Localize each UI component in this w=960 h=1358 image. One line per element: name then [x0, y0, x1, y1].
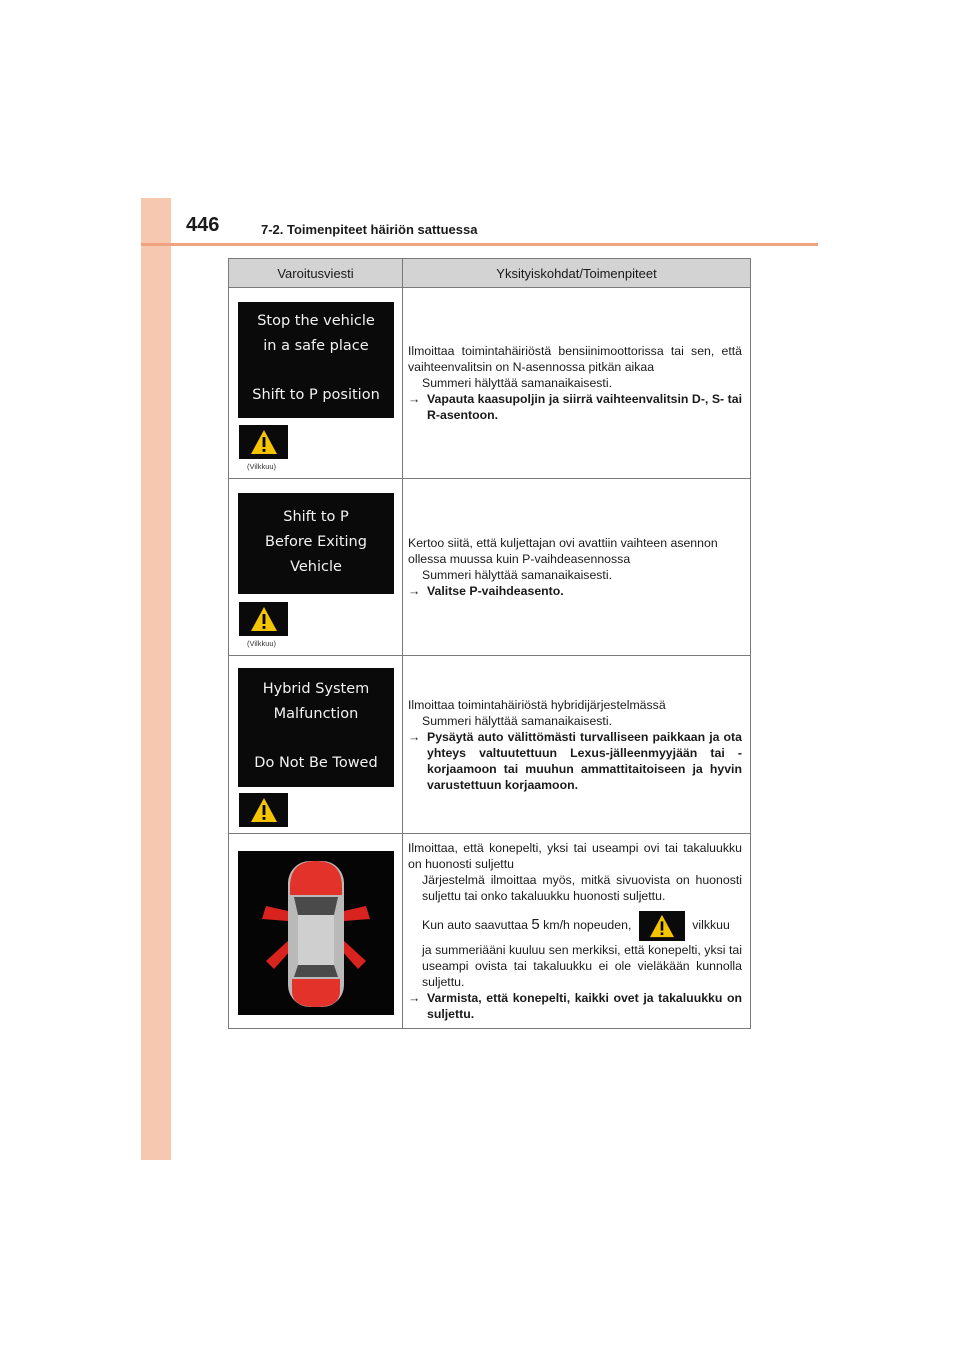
open-doors-car-icon: [238, 851, 394, 1015]
action: → Valitse P-vaihdeasento.: [408, 584, 564, 598]
header-rule: [141, 243, 818, 246]
description: Ilmoittaa toimintahäiriöstä bensiinimoottorissa tai sen, että vaihteenvalitsin on N-asennossa pitkän aikaa: [408, 344, 742, 374]
warning-message-display: Stop the vehicle in a safe place Shift to P position: [238, 302, 394, 418]
description: Kertoo siitä, että kuljettajan ovi avattiin vaihteen asennon ollessa muussa kuin P-vaihdeasennossa: [408, 536, 718, 566]
master-warning-light: [639, 911, 685, 941]
master-warning-light: [239, 425, 288, 459]
side-tab-strip: [141, 198, 171, 1160]
speed-note: Kun auto saavuttaa 5 km/h nopeuden, vilkkuu: [408, 908, 742, 942]
flash-label: (Vilkkuu): [247, 639, 277, 648]
col-header-details: Yksityiskohdat/Toimenpiteet: [403, 259, 751, 288]
description: Ilmoittaa, että konepelti, yksi tai useampi ovi tai takaluukku on huonosti suljettu: [408, 841, 742, 871]
warning-visual: [229, 479, 403, 656]
arrow-icon: →: [408, 584, 421, 598]
warning-triangle-icon: [250, 797, 278, 823]
system-note: Järjestelmä ilmoittaa myös, mitkä sivuovista on huonosti suljettu tai onko takaluukku huonosti suljettu.: [422, 873, 742, 903]
warning-triangle-icon: [250, 429, 278, 455]
flash-label: (Vilkkuu): [247, 462, 277, 471]
arrow-icon: →: [408, 991, 421, 1005]
buzzer-note: Summeri hälyttää samanaikaisesti.: [422, 713, 612, 728]
details-cell: [403, 656, 751, 834]
col-header-warning: Varoitusviesti: [229, 259, 403, 288]
arrow-icon: →: [408, 729, 421, 744]
warning-table: [228, 258, 751, 1029]
buzzer-note: Summeri hälyttää samanaikaisesti.: [422, 568, 612, 582]
table-row: [229, 656, 751, 834]
warning-triangle-icon: [649, 914, 675, 938]
warning-message-display: Hybrid System Malfunction Do Not Be Towed: [238, 668, 394, 787]
door-open-display: [238, 851, 394, 1015]
details-cell: [403, 288, 751, 479]
action: → Varmista, että konepelti, kaikki ovet ja takaluukku on suljettu.: [408, 991, 742, 1021]
warning-visual: [229, 834, 403, 1029]
details-cell: [403, 834, 751, 1029]
page-number: 446: [186, 214, 220, 236]
description: Ilmoittaa toimintahäiriöstä hybridijärjestelmässä: [408, 697, 666, 712]
section-title: 7-2. Toimenpiteet häiriön sattuessa: [261, 222, 478, 237]
warning-visual: [229, 656, 403, 834]
details-cell: [403, 479, 751, 656]
arrow-icon: →: [408, 392, 421, 406]
warning-visual: [229, 288, 403, 479]
buzzer-note: Summeri hälyttää samanaikaisesti.: [422, 376, 612, 390]
table-row: [229, 479, 751, 656]
action: → Vapauta kaasupoljin ja siirrä vaihteenvalitsin D-, S- tai R-asentoon.: [408, 392, 742, 422]
master-warning-light: [239, 793, 288, 827]
action: → Pysäytä auto välittömästi turvalliseen paikkaan ja ota yhteys valtuutettuun Lexus-jälleenmyyjään tai -korjaamoon tai muuhun ammattitaitoiseen ja hyvin varustettuun korjaamoon.: [408, 729, 742, 792]
table-row: [229, 288, 751, 479]
buzzer-note: ja summeriääni kuuluu sen merkiksi, että konepelti, yksi tai useampi ovista tai takaluukku ei ole vieläkään kunnolla suljettu.: [422, 943, 742, 989]
warning-triangle-icon: [250, 606, 278, 632]
table-row: [229, 834, 751, 1029]
warning-message-display: Shift to P Before Exiting Vehicle: [238, 493, 394, 594]
master-warning-light: [239, 602, 288, 636]
